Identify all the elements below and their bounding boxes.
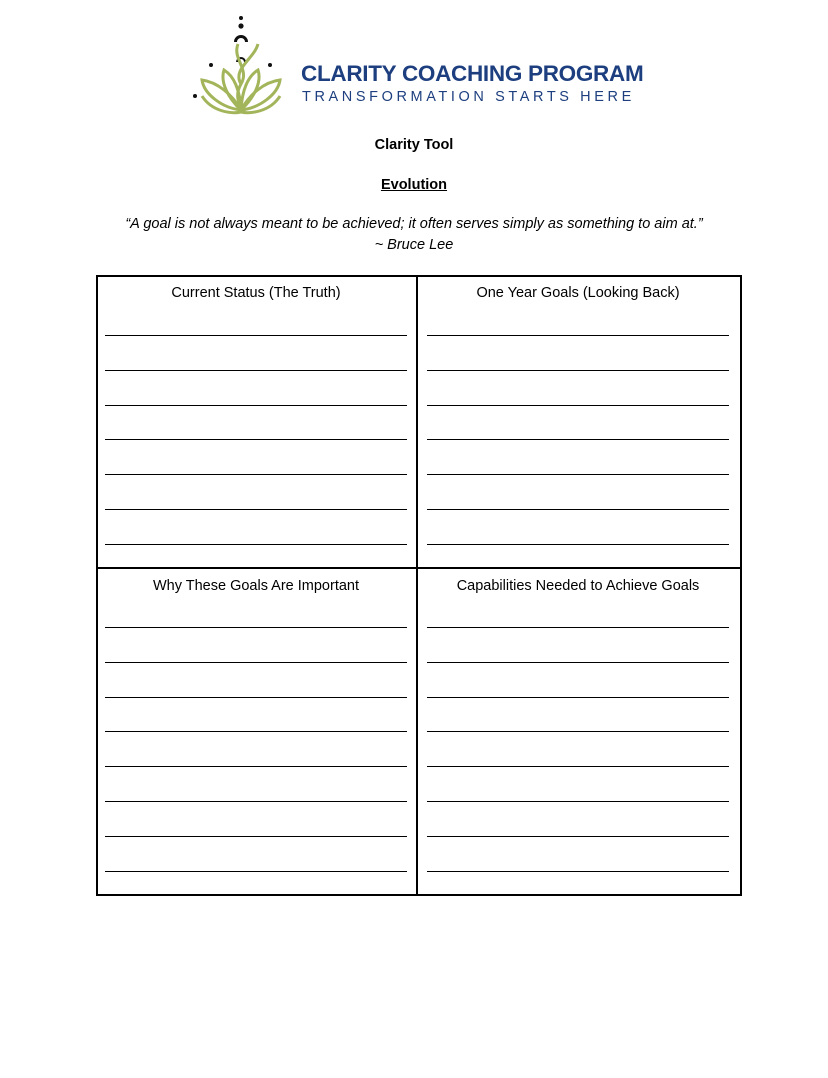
page-subtitle: Evolution: [380, 177, 448, 193]
vertical-divider: [416, 275, 418, 894]
writing-line[interactable]: [105, 697, 407, 698]
writing-line[interactable]: [427, 697, 729, 698]
horizontal-divider: [96, 567, 740, 569]
quadrant-heading: Why These Goals Are Important: [152, 578, 360, 594]
writing-line[interactable]: [105, 405, 407, 406]
writing-line[interactable]: [105, 627, 407, 628]
writing-line[interactable]: [105, 766, 407, 767]
writing-line[interactable]: [427, 544, 729, 545]
writing-line[interactable]: [105, 509, 407, 510]
quadrant-heading: One Year Goals (Looking Back): [476, 285, 680, 301]
brand-tagline: TRANSFORMATION STARTS HERE: [302, 89, 635, 105]
quadrant-heading: Current Status (The Truth): [171, 285, 341, 301]
writing-line[interactable]: [427, 871, 729, 872]
writing-line[interactable]: [427, 335, 729, 336]
writing-line[interactable]: [427, 509, 729, 510]
writing-line[interactable]: [105, 871, 407, 872]
lotus-logo-icon: [192, 14, 282, 116]
writing-line[interactable]: [427, 439, 729, 440]
writing-line[interactable]: [427, 662, 729, 663]
writing-line[interactable]: [427, 627, 729, 628]
writing-line[interactable]: [427, 370, 729, 371]
writing-line[interactable]: [427, 731, 729, 732]
writing-line[interactable]: [105, 731, 407, 732]
quadrant-heading: Capabilities Needed to Achieve Goals: [456, 578, 700, 594]
writing-line[interactable]: [427, 801, 729, 802]
writing-line[interactable]: [427, 766, 729, 767]
writing-line[interactable]: [105, 474, 407, 475]
page-title: Clarity Tool: [374, 137, 454, 153]
brand-name: CLARITY COACHING PROGRAM: [301, 61, 644, 86]
quote: “A goal is not always meant to be achieved; it often serves simply as something to aim at.”: [125, 216, 703, 232]
writing-line[interactable]: [427, 836, 729, 837]
writing-line[interactable]: [105, 335, 407, 336]
writing-line[interactable]: [105, 370, 407, 371]
writing-line[interactable]: [105, 439, 407, 440]
writing-line[interactable]: [427, 474, 729, 475]
writing-line[interactable]: [105, 836, 407, 837]
writing-line[interactable]: [105, 544, 407, 545]
writing-line[interactable]: [105, 662, 407, 663]
writing-line[interactable]: [105, 801, 407, 802]
writing-line[interactable]: [427, 405, 729, 406]
quote-author: ~ Bruce Lee: [374, 237, 454, 253]
